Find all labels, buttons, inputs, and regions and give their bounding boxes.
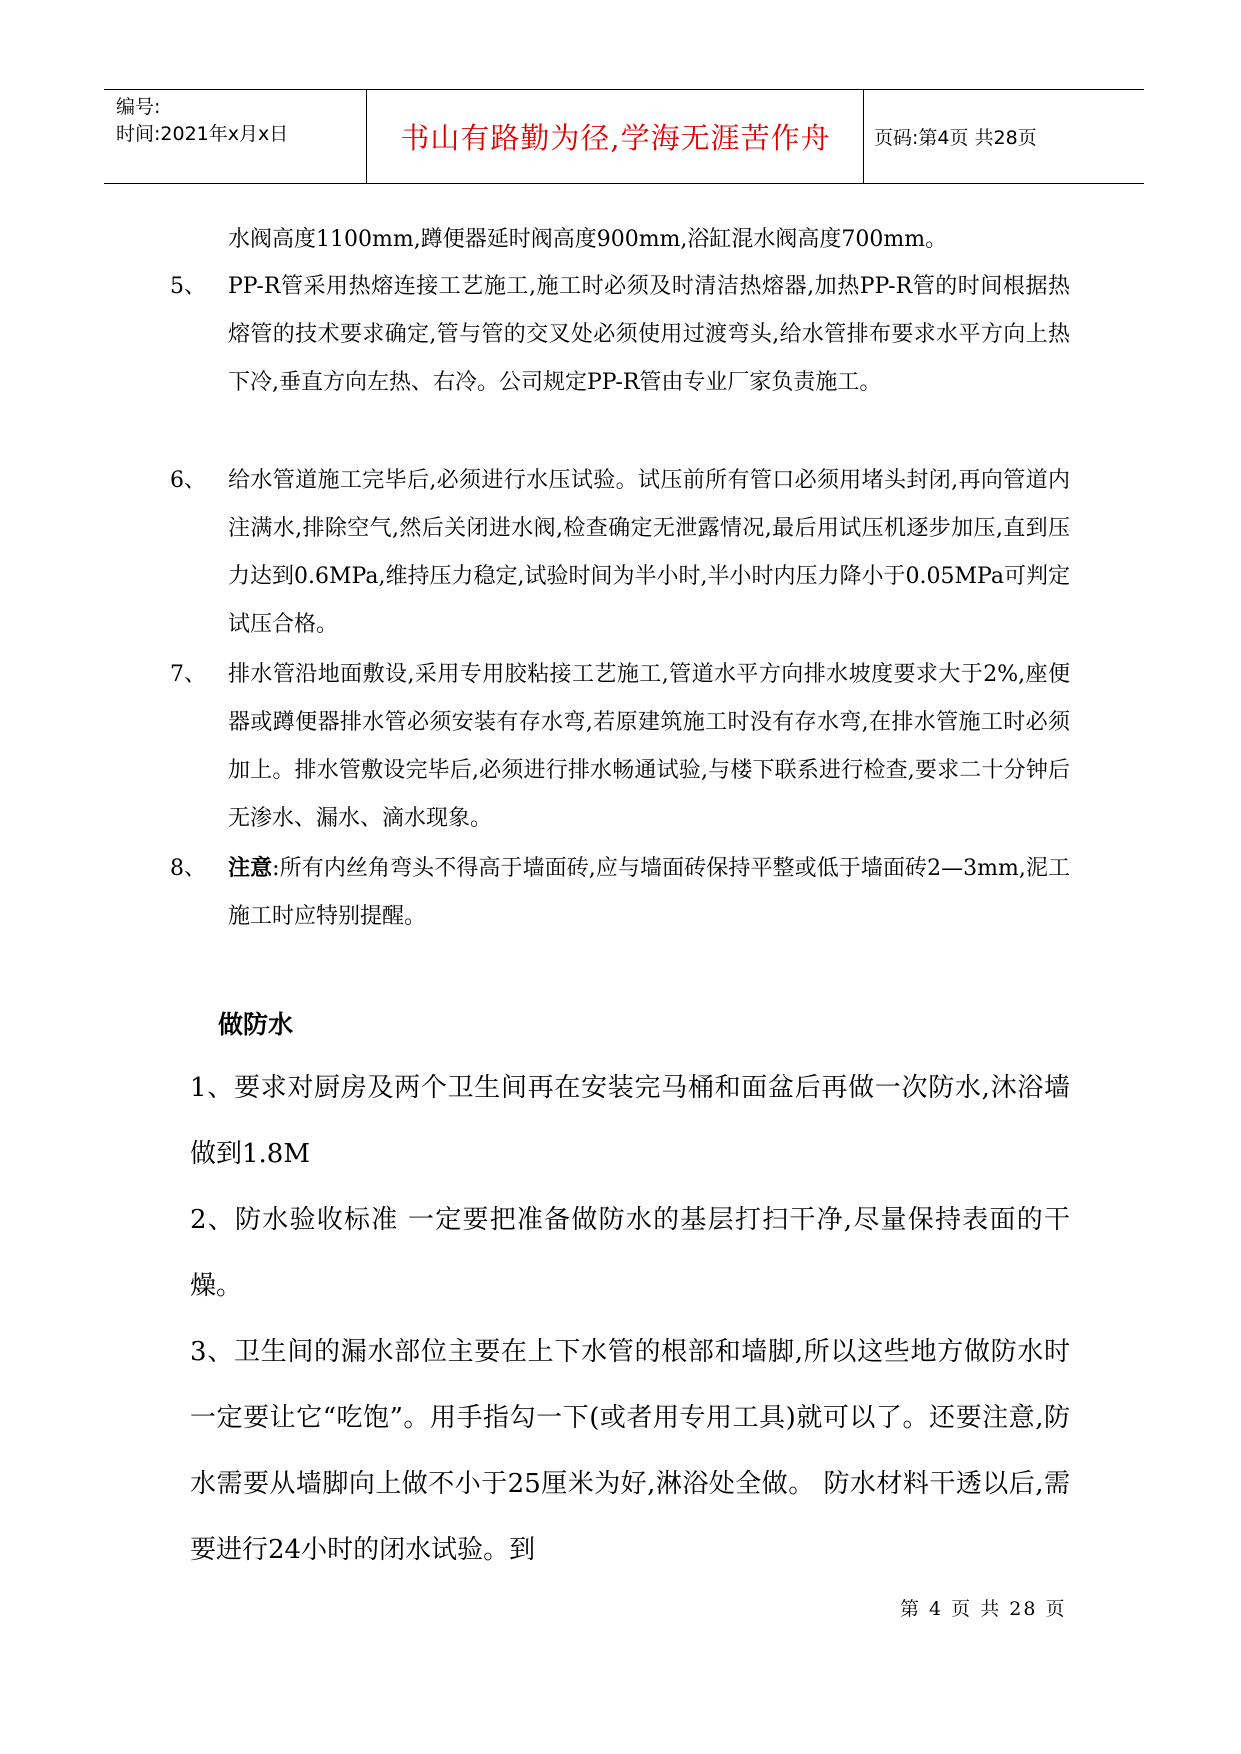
list-item-text: 排水管沿地面敷设,采用专用胶粘接工艺施工,管道水平方向排水坡度要求大于2%,座便器或蹲便器排水管必须安装有存水弯,若原建筑施工时没有存水弯,在排水管施工时必须加上。排水管敷设完毕后,必须进行排水畅通试验,与楼下联系进行检查,要求二十分钟后无渗水、漏水、滴水现象。 — [228, 662, 1070, 831]
list-item-number: 5、 — [170, 274, 206, 299]
continuation-line: 水阀高度1100mm,蹲便器延时阀高度900mm,浴缸混水阀高度700mm。 — [228, 227, 948, 252]
list-item — [170, 263, 1070, 407]
document-header — [104, 89, 1144, 184]
section-paragraph: 2、防水验收标准 一定要把准备做防水的基层打扫干净,尽量保持表面的干燥。 — [190, 1205, 1070, 1301]
note-text: :所有内丝角弯头不得高于墙面砖,应与墙面砖保持平整或低于墙面砖2—3mm,泥工施工时应特别提醒。 — [228, 856, 1070, 929]
list-item-number: 7、 — [170, 662, 206, 687]
section-paragraph: 3、卫生间的漏水部位主要在上下水管的根部和墙脚,所以这些地方做防水时一定要让它“吃饱”。用手指勾一下(或者用专用工具)就可以了。还要注意,防水需要从墙脚向上做不小于25厘米为好,淋浴处全做。 防水材料干透以后,需要进行24小时的闭水试验。到 — [190, 1337, 1070, 1565]
list-item-text — [228, 845, 1070, 941]
header-page-info: 页码:第4页 共28页 — [874, 127, 1037, 149]
list-item-text: 给水管道施工完毕后,必须进行水压试验。试压前所有管口必须用堵头封闭,再向管道内注满水,排除空气,然后关闭进水阀,检查确定无泄露情况,最后用试压机逐步加压,直到压力达到0.6MPa,维持压力稳定,试验时间为半小时,半小时内压力降小于0.05MPa可判定试压合格。 — [228, 468, 1070, 637]
page-footer: 第 4 页 共 28 页 — [900, 1598, 1067, 1620]
list-item-number: 8、 — [170, 856, 206, 881]
list-item — [170, 651, 1070, 843]
list-item — [170, 457, 1070, 649]
header-meta — [116, 94, 366, 148]
section-paragraph: 1、要求对厨房及两个卫生间再在安装完马桶和面盆后再做一次防水,沐浴墙做到1.8M — [190, 1073, 1070, 1169]
header-motto: 书山有路勤为径,学海无涯苦作舟 — [400, 121, 831, 155]
section-heading: 做防水 — [218, 1010, 294, 1039]
note-label: 注意 — [228, 856, 273, 881]
header-divider-right — [863, 90, 864, 183]
header-divider-left — [366, 90, 367, 183]
list-item-text: PP-R管采用热熔连接工艺施工,施工时必须及时清洁热熔器,加热PP-R管的时间根据热熔管的技术要求确定,管与管的交叉处必须使用过渡弯头,给水管排布要求水平方向上热下冷,垂直方向左热、右冷。公司规定PP-R管由专业厂家负责施工。 — [228, 274, 1070, 395]
document-number-label: 编号: — [116, 96, 161, 118]
list-item-number: 6、 — [170, 468, 206, 493]
document-date: 时间:2021年x月x日 — [116, 123, 289, 145]
list-item — [170, 845, 1070, 941]
